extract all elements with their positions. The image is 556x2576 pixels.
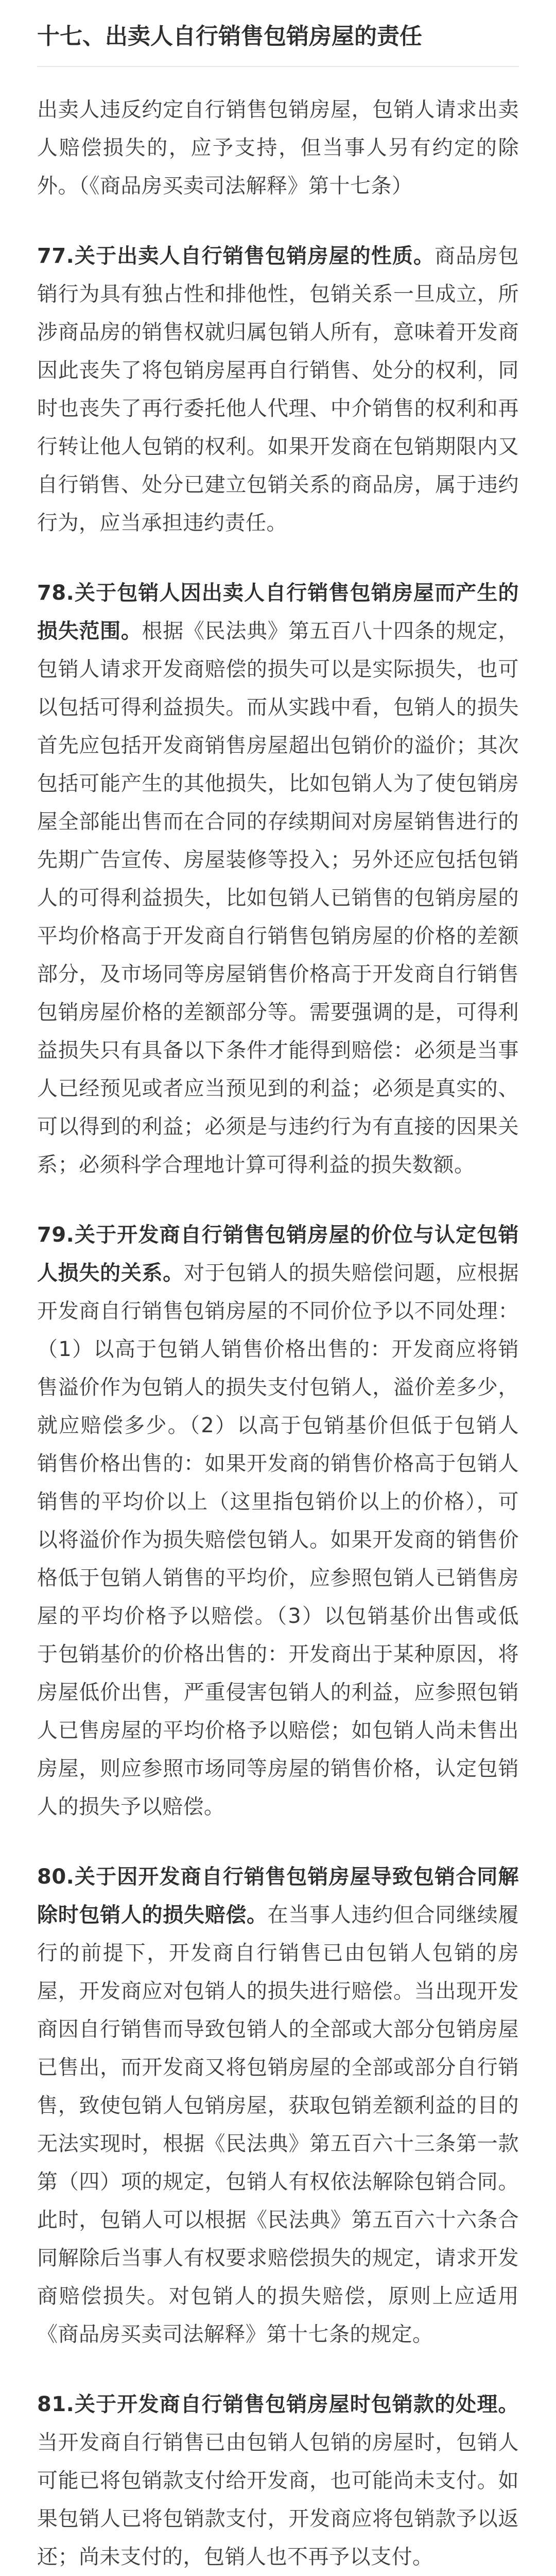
paragraph-lead-81: 81.关于开发商自行销售包销房屋时包销款的处理。 [37,2392,519,2416]
paragraph-text: 出卖人违反约定自行销售包销房屋，包销人请求出卖人赔偿损失的，应予支持，但当事人另有约定的除外。（《商品房买卖司法解释》第十七条） [37,97,519,198]
paragraph-text-78: 根据《民法典》第五百八十四条的规定，包销人请求开发商赔偿的损失可以是实际损失，也可以包括可得利益损失。而从实践中看，包销人的损失首先应包括开发商销售房屋超出包销价的溢价；其次包括可能产生的其他损失，比如包销人为了使包销房屋全部能出售而在合同的存续期间对房屋销售进行的先期广告宣传、房屋装修等投入；另外还应包括包销人的可得利益损失，比如包销人已销售的包销房屋的平均价格高于开发商自行销售包销房屋的价格的差额部分，及市场同等房屋销售价格高于开发商自行销售包销房屋价格的差额部分等。需要强调的是，可得利益损失只有具备以下条件才能得到赔偿：必须是当事人已经预见或者应当预见到的利益；必须是真实的、可以得到的利益；必须是与违约行为有直接的因果关系；必须科学合理地计算可得利益的损失数额。 [37,619,519,1177]
paragraph-77 [37,237,519,542]
section-title-17 [37,21,422,53]
paragraph-text-77: 商品房包销行为具有独占性和排他性，包销关系一旦成立，所涉商品房的销售权就归属包销人所有，意味着开发商因此丧失了将包销房屋再自行销售、处分的权利，同时也丧失了再行委托他人代理、中介销售的权利和再行转让他人包销的权利。如果开发商在包销期限内又自行销售、处分已建立包销关系的商品房，属于违约行为，应当承担违约责任。 [37,244,519,535]
paragraph-text-79: 对于包销人的损失赔偿问题，应根据开发商自行销售包销房屋的不同价位予以不同处理：（1）以高于包销人销售价格出售的：开发商应将销售溢价作为包销人的损失支付包销人，溢价差多少，就应赔偿多少。（2）以高于包销基价但低于包销人销售价格出售的：如果开发商的销售价格高于包销人销售的平均价以上（这里指包销价以上的价格），可以将溢价作为损失赔偿包销人。如果开发商的销售价格低于包销人销售的平均价，应参照包销人已销售房屋的平均价格予以赔偿。（3）以包销基价出售或低于包销基价的价格出售的：开发商出于某种原因，将房屋低价出售，严重侵害包销人的利益，应参照包销人已售房屋的平均价格予以赔偿；如包销人尚未售出房屋，则应参照市场同等房屋的销售价格，认定包销人的损失予以赔偿。 [37,1261,519,1819]
paragraph-81 [37,2385,519,2576]
paragraph-text-80: 在当事人违约但合同继续履行的前提下，开发商自行销售已由包销人包销的房屋，开发商应对包销人的损失进行赔偿。当出现开发商因自行销售而导致包销人的全部或大部分包销房屋已售出，而开发商又将包销房屋的全部或部分自行销售，致使包销人包销房屋，获取包销差额利益的目的无法实现时，根据《民法典》第五百六十三条第一款第（四）项的规定，包销人有权依法解除包销合同。此时，包销人可以根据《民法典》第五百六十六条合同解除后当事人有权要求赔偿损失的规定，请求开发商赔偿损失。对包销人的损失赔偿，原则上应适用《商品房买卖司法解释》第十七条的规定。 [37,1903,519,2346]
paragraph-lead-80: 80.关于因开发商自行销售包销房屋导致包销合同解除时包销人的损失赔偿。 [37,1865,519,1927]
section-title-text-17: 十七、出卖人自行销售包销房屋的责任 [37,23,422,49]
paragraph-80 [37,1858,519,2353]
paragraph-lead-79: 79.关于开发商自行销售包销房屋的价位与认定包销人损失的关系。 [37,1223,519,1285]
paragraph-lead-77: 77.关于出卖人自行销售包销房屋的性质。 [37,244,435,268]
paragraph-statute-17 [37,91,519,205]
paragraph-79 [37,1216,519,1826]
paragraph-78 [37,574,519,1184]
section-header-17 [37,21,519,67]
paragraph-text-81: 当开发商自行销售已由包销人包销的房屋时，包销人可能已将包销款支付给开发商，也可能尚未支付。如果包销人已将包销款支付，开发商应将包销款予以返还；尚未支付的，包销人也不再予以支付。 [37,2430,519,2569]
paragraph-lead-78: 78.关于包销人因出卖人自行销售包销房屋而产生的损失范围。 [37,581,519,643]
